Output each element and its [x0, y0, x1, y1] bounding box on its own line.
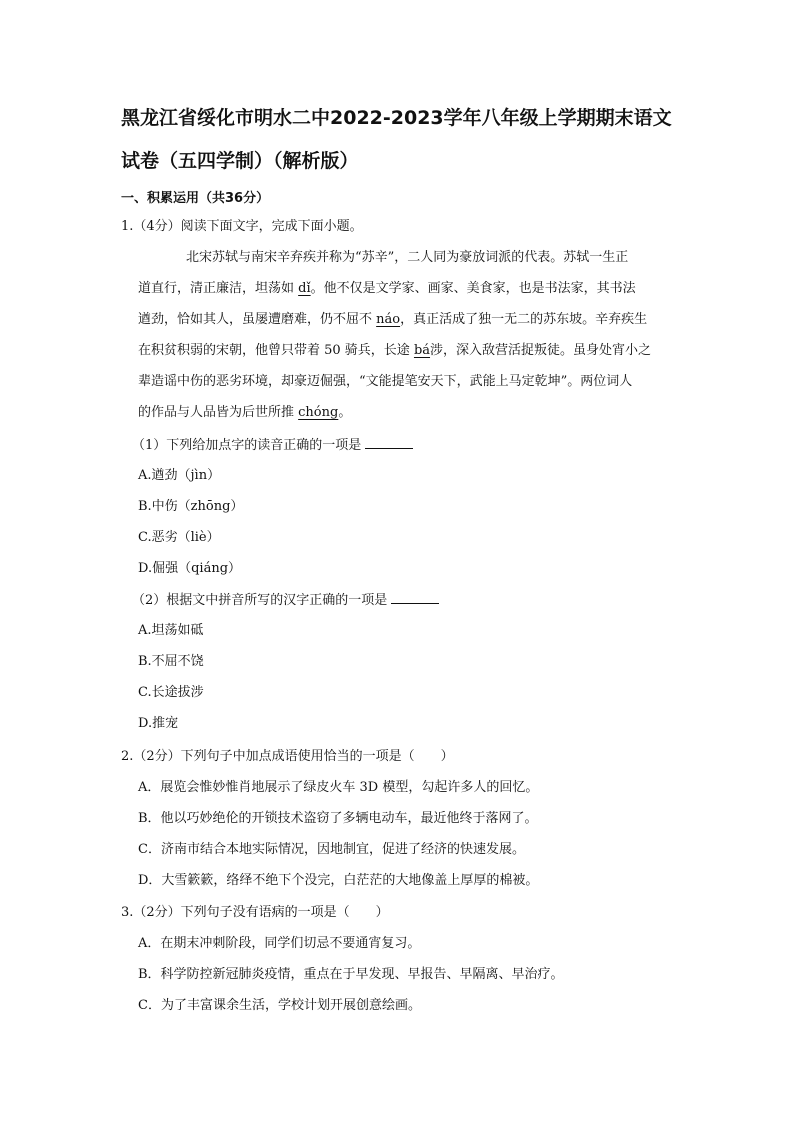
passage-line-2	[138, 280, 636, 298]
passage-line-6	[138, 404, 351, 422]
passage-text: 遒劲，恰如其人，虽屡遭磨难，仍不屈不	[138, 312, 377, 327]
answer-blank[interactable]	[365, 436, 413, 449]
option-a: A.遒劲（jìn）	[138, 468, 221, 483]
option-d: D.推宠	[138, 716, 179, 731]
option-a: A．展览会惟妙惟肖地展示了绿皮火车 3D 模型，勾起许多人的回忆。	[138, 780, 539, 795]
passage-line-1: 北宋苏轼与南宋辛弃疾并称为“苏辛”，二人同为豪放词派的代表。苏轼一生正	[186, 250, 629, 265]
passage-text: 。他不仅是文学家、画家、美食家，也是书法家，其书法	[310, 281, 636, 296]
passage-text: ，真正活成了独一无二的苏东坡。辛弃疾生	[400, 312, 648, 327]
passage-line-5: 辈造谣中伤的恶劣环境，却豪迈倔强，“文能提笔安天下，武能上马定乾坤”。两位词人	[138, 374, 633, 389]
question-3-stem: 3.（2分）下列句子没有语病的一项是（ ）	[121, 905, 389, 920]
pinyin-underlined: bá	[413, 343, 431, 358]
prompt-text: （2）根据文中拼音所写的汉字正确的一项是	[132, 593, 388, 608]
question-2-stem: 2.（2分）下列句子中加点成语使用恰当的一项是（ ）	[121, 749, 454, 764]
question-1-stem: 1.（4分）阅读下面文字，完成下面小题。	[121, 219, 363, 234]
option-d: D．大雪簌簌，络绎不绝下个没完，白茫茫的大地像盖上厚厚的棉被。	[138, 873, 539, 888]
passage-text: 。	[338, 405, 352, 420]
sub-question-2-prompt	[132, 591, 439, 610]
option-c: C．为了丰富课余生活，学校计划开展创意绘画。	[138, 998, 421, 1013]
option-c: C．济南市结合本地实际情况，因地制宜，促进了经济的快速发展。	[138, 842, 525, 857]
pinyin-underlined: chóng	[298, 405, 339, 420]
option-d: D.倔强（qiáng）	[138, 561, 242, 576]
passage-line-4	[138, 342, 651, 360]
option-a: A．在期末冲刺阶段，同学们切忌不要通宵复习。	[138, 936, 421, 951]
passage-text: 道直行，清正廉洁，坦荡如	[138, 281, 299, 296]
passage-text: 在积贫积弱的宋朝，他曾只带着 50 骑兵，长途	[138, 343, 414, 358]
document-title-line-1: 黑龙江省绥化市明水二中2022-2023学年八年级上学期期末语文	[121, 107, 672, 129]
sub-question-1-prompt	[132, 436, 413, 455]
option-c: C.恶劣（liè）	[138, 530, 220, 545]
option-b: B．他以巧妙绝伦的开锁技术盗窃了多辆电动车，最近他终于落网了。	[138, 811, 538, 826]
section-heading: 一、积累运用（共36分）	[121, 191, 270, 206]
document-title-line-2: 试卷（五四学制）（解析版）	[121, 150, 359, 172]
pinyin-underlined: dǐ	[298, 281, 311, 296]
passage-line-3	[138, 311, 647, 329]
prompt-text: （1）下列给加点字的读音正确的一项是	[132, 438, 362, 453]
option-b: B.中伤（zhōng）	[138, 499, 244, 514]
passage-text: 涉，深入敌营活捉叛徒。虽身处宵小之	[430, 343, 652, 358]
option-b: B．科学防控新冠肺炎疫情，重点在于早发现、早报告、早隔离、早治疗。	[138, 967, 564, 982]
answer-blank[interactable]	[391, 591, 439, 604]
option-b: B.不屈不饶	[138, 654, 204, 669]
option-c: C.长途拔涉	[138, 685, 204, 700]
passage-text: 的作品与人品皆为后世所推	[138, 405, 299, 420]
pinyin-underlined: náo	[376, 312, 401, 327]
option-a: A.坦荡如砥	[138, 623, 204, 638]
